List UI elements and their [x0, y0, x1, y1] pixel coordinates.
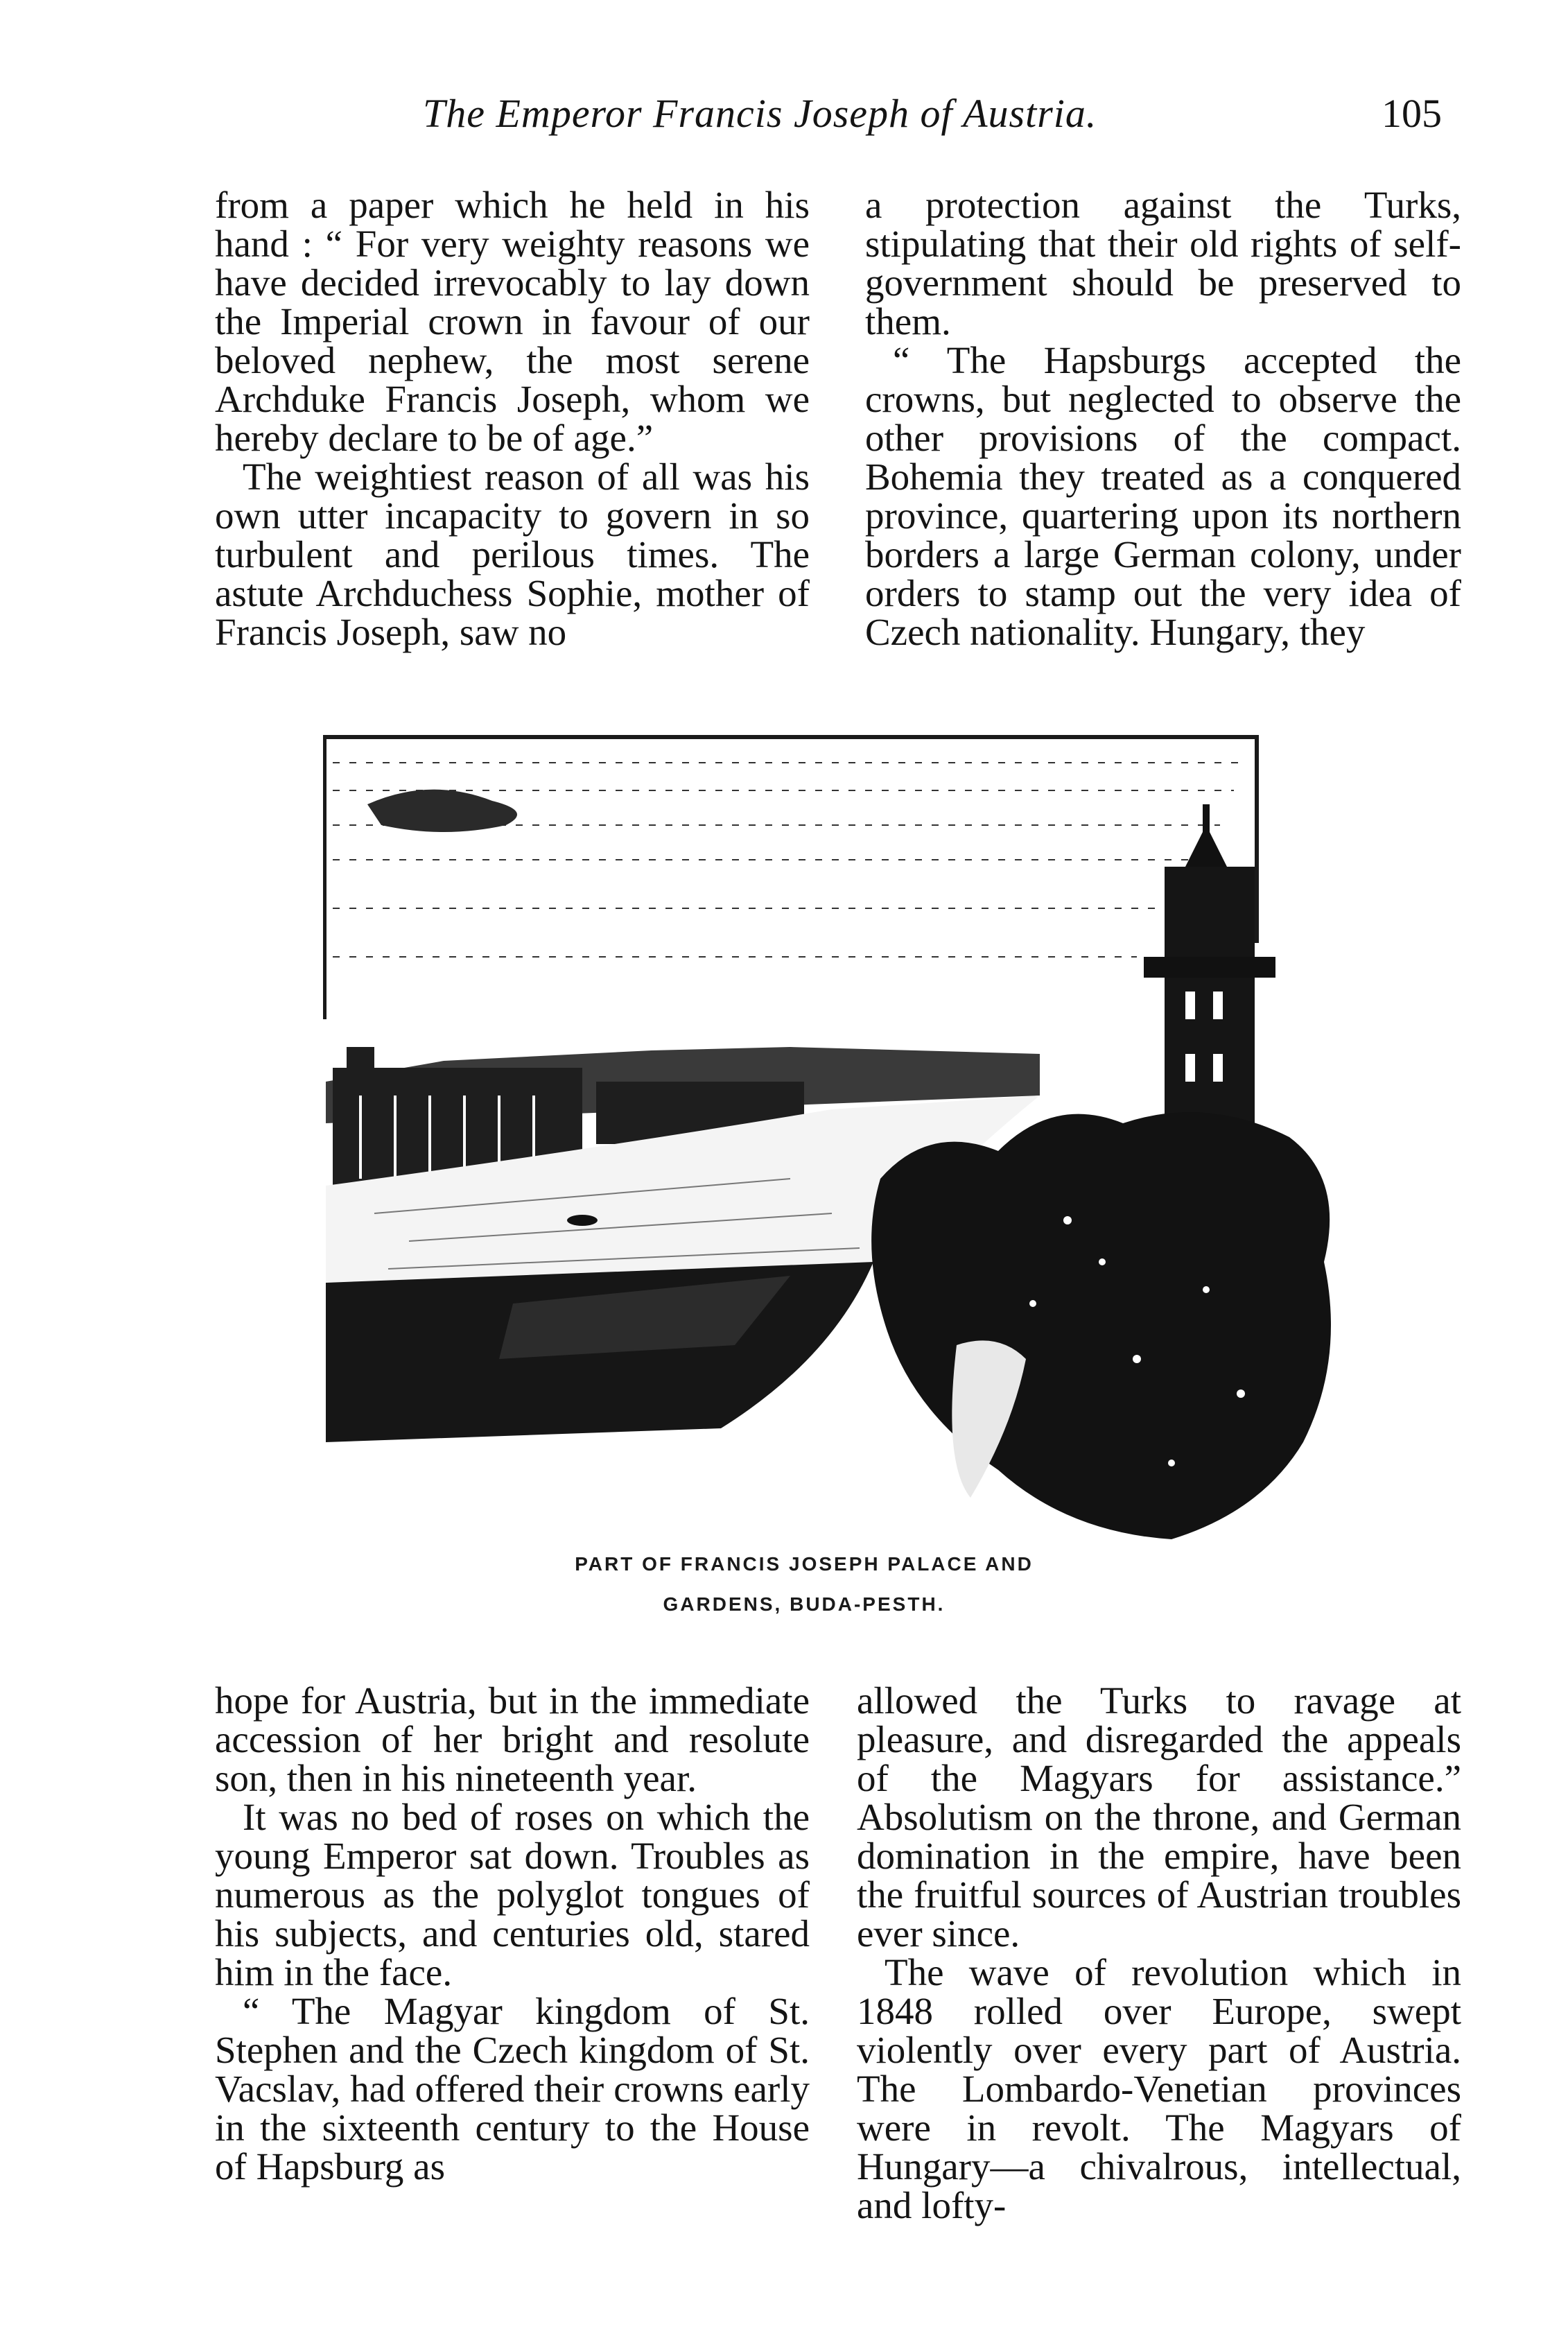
paragraph: “ The Magyar kingdom of St. Stephen and the Czech kingdom of St. Vacslav, had offered their crowns early in the sixteenth century to the House of Hapsburg as	[215, 1990, 810, 2188]
paragraph: from a paper which he held in his hand : “ For very weighty reasons we have decided irrevocably to lay down the Imperial crown in favour of our beloved nephew, the most serene Archduke Francis Joseph, whom we hereby declare to be of age.”	[215, 184, 810, 459]
column-top-left	[215, 186, 810, 652]
paragraph: The wave of revolution which in 1848 rolled over Europe, swept violently over every part of Austria. The Lombardo-Venetian provinces were in revolt. The Magyars of Hungary—a chivalrous, intellectual, and lofty-	[857, 1951, 1461, 2226]
column-bottom-left	[215, 1681, 810, 2186]
running-title: The Emperor Francis Joseph of Austria.	[423, 91, 1097, 136]
figure-caption-line-2: GARDENS, BUDA-PESTH.	[663, 1593, 946, 1615]
page-number: 105	[1382, 91, 1442, 136]
paragraph: allowed the Turks to ravage at pleasure, and disregarded the appeals of the Magyars for assistance.” Absolutism on the throne, and German domination in the empire, have been the fruitful sources of Austrian troubles ever since.	[857, 1679, 1461, 1955]
paragraph: hope for Austria, but in the immediate accession of her bright and resolute son, then in his nineteenth year.	[215, 1679, 810, 1799]
figure-caption-line-1: PART OF FRANCIS JOSEPH PALACE AND	[575, 1553, 1034, 1575]
column-bottom-right	[857, 1681, 1461, 2225]
running-head	[423, 90, 1442, 153]
paragraph: “ The Hapsburgs accepted the crowns, but neglected to observe the other provisions of the compact. Bohemia they treated as a conquered province, quartering upon its northern borders a large German colony, under orders to stamp out the very idea of Czech nationality. Hungary, they	[865, 339, 1461, 653]
paragraph: It was no bed of roses on which the young Emperor sat down. Troubles as numerous as the polyglot tongues of his subjects, and centuries old, stared him in the face.	[215, 1796, 810, 1993]
paragraph: a protection against the Turks, stipulating that their old rights of self-government should be preserved to them.	[865, 184, 1461, 343]
paragraph: The weightiest reason of all was his own utter incapacity to govern in so turbulent and perilous times. The astute Archduchess Sophie, mother of Francis Joseph, saw no	[215, 456, 810, 653]
palace-engraving-illustration	[305, 735, 1359, 1553]
column-top-right	[865, 186, 1461, 652]
engraving-figure	[305, 735, 1359, 1622]
